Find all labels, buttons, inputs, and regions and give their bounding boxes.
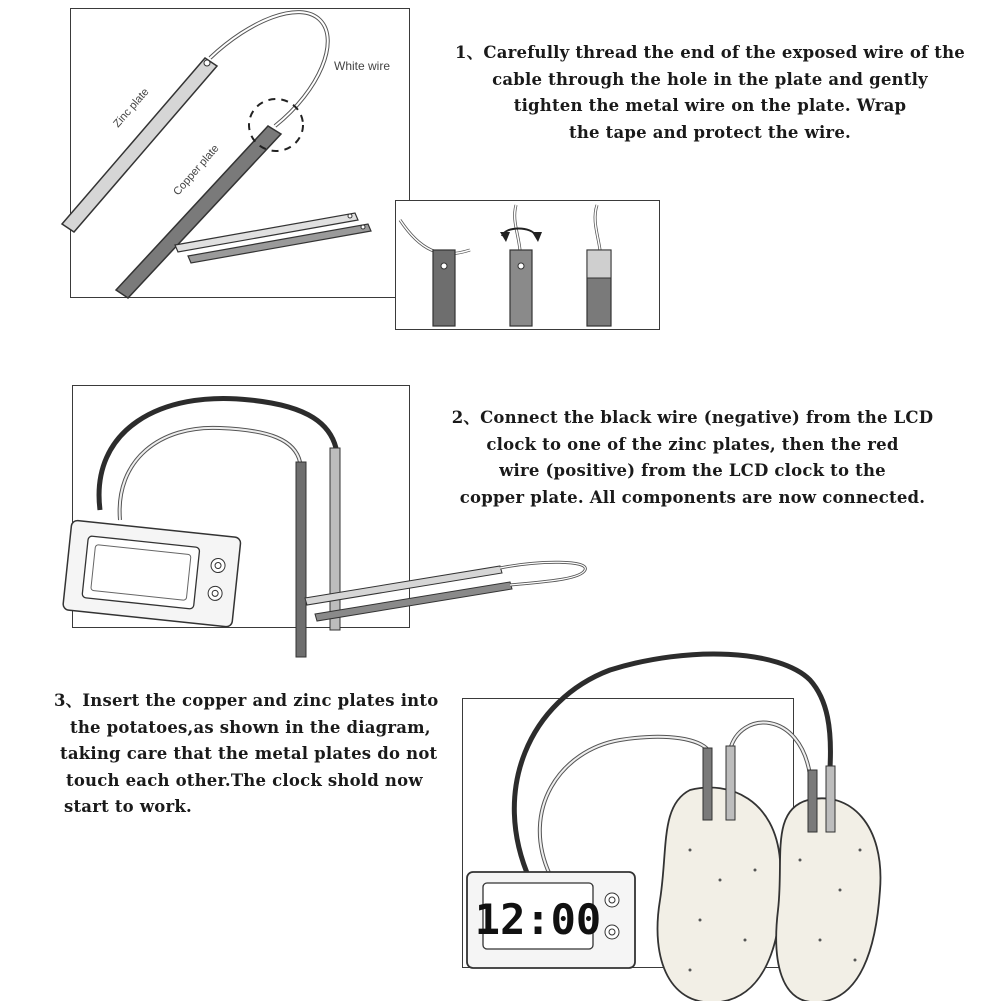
step3-line-2: the potatoes,as shown in the diagram, bbox=[70, 717, 431, 737]
step1-line-4: the tape and protect the wire. bbox=[569, 122, 851, 142]
copper-plate-label: Copper plate bbox=[171, 142, 222, 198]
potato-left bbox=[658, 788, 782, 1001]
lcd-clock-display bbox=[467, 872, 635, 968]
step3-line-1: 3、Insert the copper and zinc plates into bbox=[54, 691, 439, 710]
red-wire bbox=[120, 428, 300, 520]
step3-panel bbox=[0, 640, 1001, 1001]
lcd-clock bbox=[63, 520, 241, 627]
step1-line-3: tighten the metal wire on the plate. Wrap bbox=[513, 96, 907, 115]
step3-line-4: touch each other.The clock shold now bbox=[66, 770, 423, 790]
step1-panel bbox=[0, 0, 1001, 340]
white-wire-label: White wire bbox=[334, 59, 391, 73]
step2-instruction bbox=[420, 405, 965, 511]
step3-line-3: taking care that the metal plates do not bbox=[60, 744, 438, 763]
zinc-plate-vertical bbox=[330, 448, 340, 630]
step2-panel bbox=[0, 370, 1001, 670]
step2-line-4: copper plate. All components are now connected. bbox=[459, 487, 926, 507]
step1-line-2: cable through the hole in the plate and gently bbox=[492, 69, 928, 89]
step2-line-3: wire (positive) from the LCD clock to the bbox=[499, 461, 886, 480]
step3-line-5: start to work. bbox=[64, 797, 192, 816]
step1-instruction bbox=[440, 40, 980, 146]
step2-line-2: clock to one of the zinc plates, then the red bbox=[486, 434, 899, 454]
copper-plate-vertical bbox=[296, 462, 306, 657]
zinc-plate-label: Zinc plate bbox=[111, 86, 152, 130]
step1-line-1: 1、Carefully thread the end of the exposed wire of the bbox=[455, 43, 965, 62]
step2-line-1: 2、Connect the black wire (negative) from the LCD bbox=[451, 408, 934, 427]
clock-time: 12:00 bbox=[474, 895, 602, 944]
step3-diagram bbox=[0, 640, 1001, 1001]
